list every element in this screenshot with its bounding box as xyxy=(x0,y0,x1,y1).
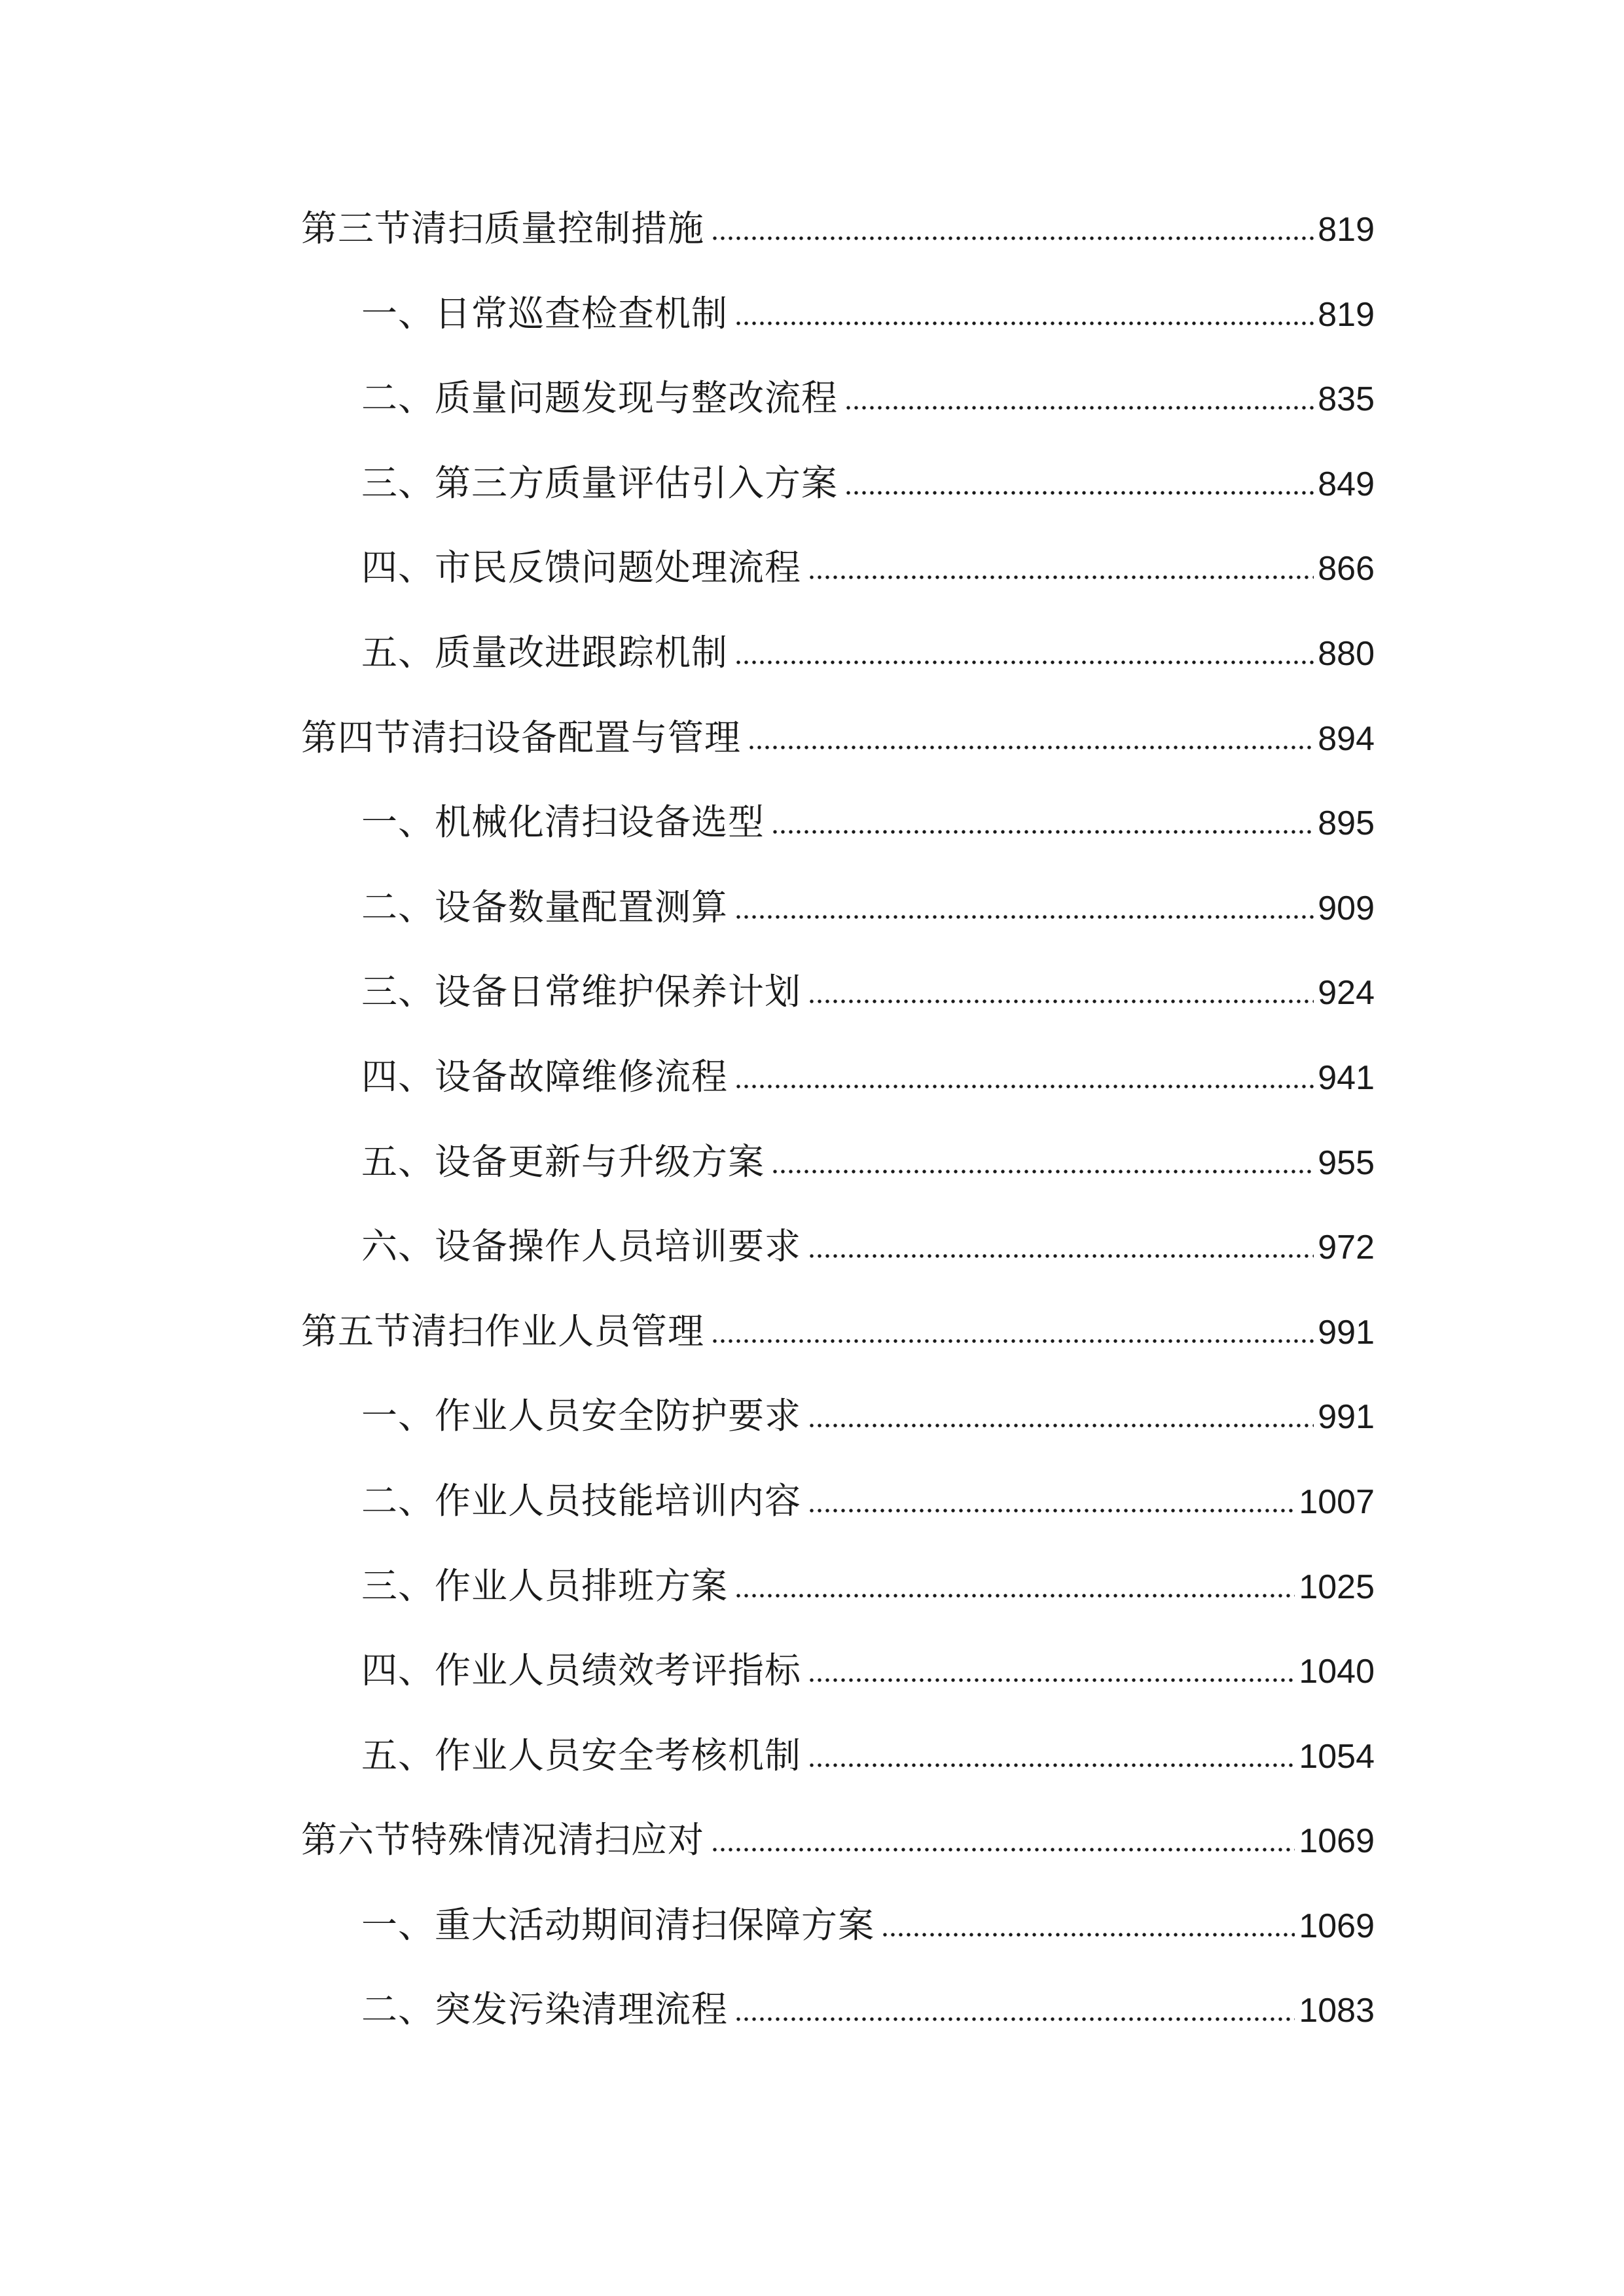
toc-subsection-improvement-tracking[interactable] xyxy=(301,631,1375,720)
dot-leader xyxy=(771,828,1314,836)
toc-page-number: 819 xyxy=(1318,211,1375,249)
toc-section-5-personnel[interactable] xyxy=(301,1310,1375,1399)
toc-entry-title: 三、第三方质量评估引入方案 xyxy=(361,461,839,504)
toc-page-number: 849 xyxy=(1318,465,1375,503)
toc-page-number: 894 xyxy=(1318,719,1375,758)
toc-entry-title: 二、设备数量配置测算 xyxy=(361,886,729,928)
toc-page-number: 1025 xyxy=(1299,1568,1375,1606)
toc-entry-title: 一、机械化清扫设备选型 xyxy=(361,801,765,844)
toc-subsection-quantity-estimation[interactable] xyxy=(301,886,1375,975)
toc-entry-title: 第五节清扫作业人员管理 xyxy=(301,1310,705,1352)
toc-entry-title: 三、设备日常维护保养计划 xyxy=(361,971,802,1013)
toc-entry-title: 二、作业人员技能培训内容 xyxy=(361,1479,802,1522)
toc-page-number: 941 xyxy=(1318,1058,1375,1097)
toc-page-number: 880 xyxy=(1318,634,1375,673)
dot-leader xyxy=(808,1252,1314,1260)
dot-leader xyxy=(711,1337,1314,1345)
toc-entry-title: 五、质量改进跟踪机制 xyxy=(361,631,729,673)
toc-page-number: 1069 xyxy=(1299,1822,1375,1861)
toc-page-number: 866 xyxy=(1318,550,1375,588)
dot-leader xyxy=(734,1083,1314,1090)
toc-subsection-safety-assessment[interactable] xyxy=(301,1734,1375,1823)
dot-leader xyxy=(771,1168,1314,1175)
toc-subsection-repair-process[interactable] xyxy=(301,1055,1375,1144)
dot-leader xyxy=(808,1676,1295,1684)
toc-entry-title: 三、作业人员排班方案 xyxy=(361,1564,729,1607)
dot-leader xyxy=(808,573,1314,581)
dot-leader xyxy=(881,1931,1295,1939)
dot-leader xyxy=(844,489,1314,497)
dot-leader xyxy=(808,1761,1295,1769)
dot-leader xyxy=(808,1422,1314,1429)
toc-entry-title: 一、作业人员安全防护要求 xyxy=(361,1395,802,1437)
toc-page-number: 972 xyxy=(1318,1229,1375,1267)
toc-entry-title: 一、日常巡查检查机制 xyxy=(361,292,729,334)
toc-entry-title: 第六节特殊情况清扫应对 xyxy=(301,1819,705,1861)
table-of-contents xyxy=(301,207,1375,2077)
toc-subsection-daily-inspection[interactable] xyxy=(301,292,1375,381)
toc-page-number: 1083 xyxy=(1299,1992,1375,2030)
dot-leader xyxy=(734,658,1314,666)
toc-subsection-citizen-feedback[interactable] xyxy=(301,547,1375,635)
toc-page-number: 955 xyxy=(1318,1143,1375,1182)
toc-entry-title: 第三节清扫质量控制措施 xyxy=(301,207,705,249)
toc-entry-title: 二、质量问题发现与整改流程 xyxy=(361,377,839,420)
dot-leader xyxy=(734,913,1314,921)
toc-subsection-performance-metrics[interactable] xyxy=(301,1649,1375,1738)
toc-subsection-third-party-assessment[interactable] xyxy=(301,461,1375,550)
toc-page-number: 1054 xyxy=(1299,1737,1375,1776)
toc-subsection-shift-schedule[interactable] xyxy=(301,1564,1375,1653)
toc-subsection-major-events[interactable] xyxy=(301,1903,1375,1992)
dot-leader xyxy=(734,2015,1295,2023)
toc-entry-title: 五、设备更新与升级方案 xyxy=(361,1140,765,1183)
toc-section-4-equipment[interactable] xyxy=(301,716,1375,805)
toc-subsection-pollution-cleanup[interactable] xyxy=(301,1988,1375,2077)
toc-subsection-equipment-selection[interactable] xyxy=(301,801,1375,889)
dot-leader xyxy=(711,234,1314,242)
toc-subsection-skills-training[interactable] xyxy=(301,1479,1375,1568)
toc-page-number: 1069 xyxy=(1299,1907,1375,1945)
toc-subsection-issue-rectification[interactable] xyxy=(301,377,1375,465)
toc-entry-title: 二、突发污染清理流程 xyxy=(361,1988,729,2031)
dot-leader xyxy=(711,1846,1295,1854)
toc-section-6-special-situations[interactable] xyxy=(301,1819,1375,1907)
toc-entry-title: 四、作业人员绩效考评指标 xyxy=(361,1649,802,1692)
dot-leader xyxy=(734,1592,1295,1600)
dot-leader xyxy=(808,997,1314,1005)
toc-entry-title: 四、设备故障维修流程 xyxy=(361,1055,729,1098)
toc-page-number: 835 xyxy=(1318,380,1375,419)
toc-entry-title: 四、市民反馈问题处理流程 xyxy=(361,547,802,589)
toc-subsection-safety-protection[interactable] xyxy=(301,1395,1375,1483)
toc-page-number: 819 xyxy=(1318,295,1375,334)
toc-entry-title: 第四节清扫设备配置与管理 xyxy=(301,716,742,759)
toc-page-number: 909 xyxy=(1318,889,1375,927)
toc-entry-title: 五、作业人员安全考核机制 xyxy=(361,1734,802,1776)
toc-section-3-quality-control[interactable] xyxy=(301,207,1375,296)
dot-leader xyxy=(808,1507,1295,1515)
toc-page-number: 1040 xyxy=(1299,1653,1375,1691)
toc-entry-title: 六、设备操作人员培训要求 xyxy=(361,1225,802,1268)
toc-subsection-upgrade-plan[interactable] xyxy=(301,1140,1375,1229)
dot-leader xyxy=(748,744,1314,751)
dot-leader xyxy=(844,404,1314,412)
toc-page-number: 924 xyxy=(1318,974,1375,1013)
toc-page-number: 991 xyxy=(1318,1398,1375,1437)
toc-entry-title: 一、重大活动期间清扫保障方案 xyxy=(361,1903,875,1946)
dot-leader xyxy=(734,319,1314,327)
toc-subsection-maintenance-plan[interactable] xyxy=(301,971,1375,1059)
toc-subsection-operator-training[interactable] xyxy=(301,1225,1375,1314)
toc-page-number: 991 xyxy=(1318,1313,1375,1352)
toc-page-number: 895 xyxy=(1318,804,1375,843)
toc-page-number: 1007 xyxy=(1299,1482,1375,1521)
